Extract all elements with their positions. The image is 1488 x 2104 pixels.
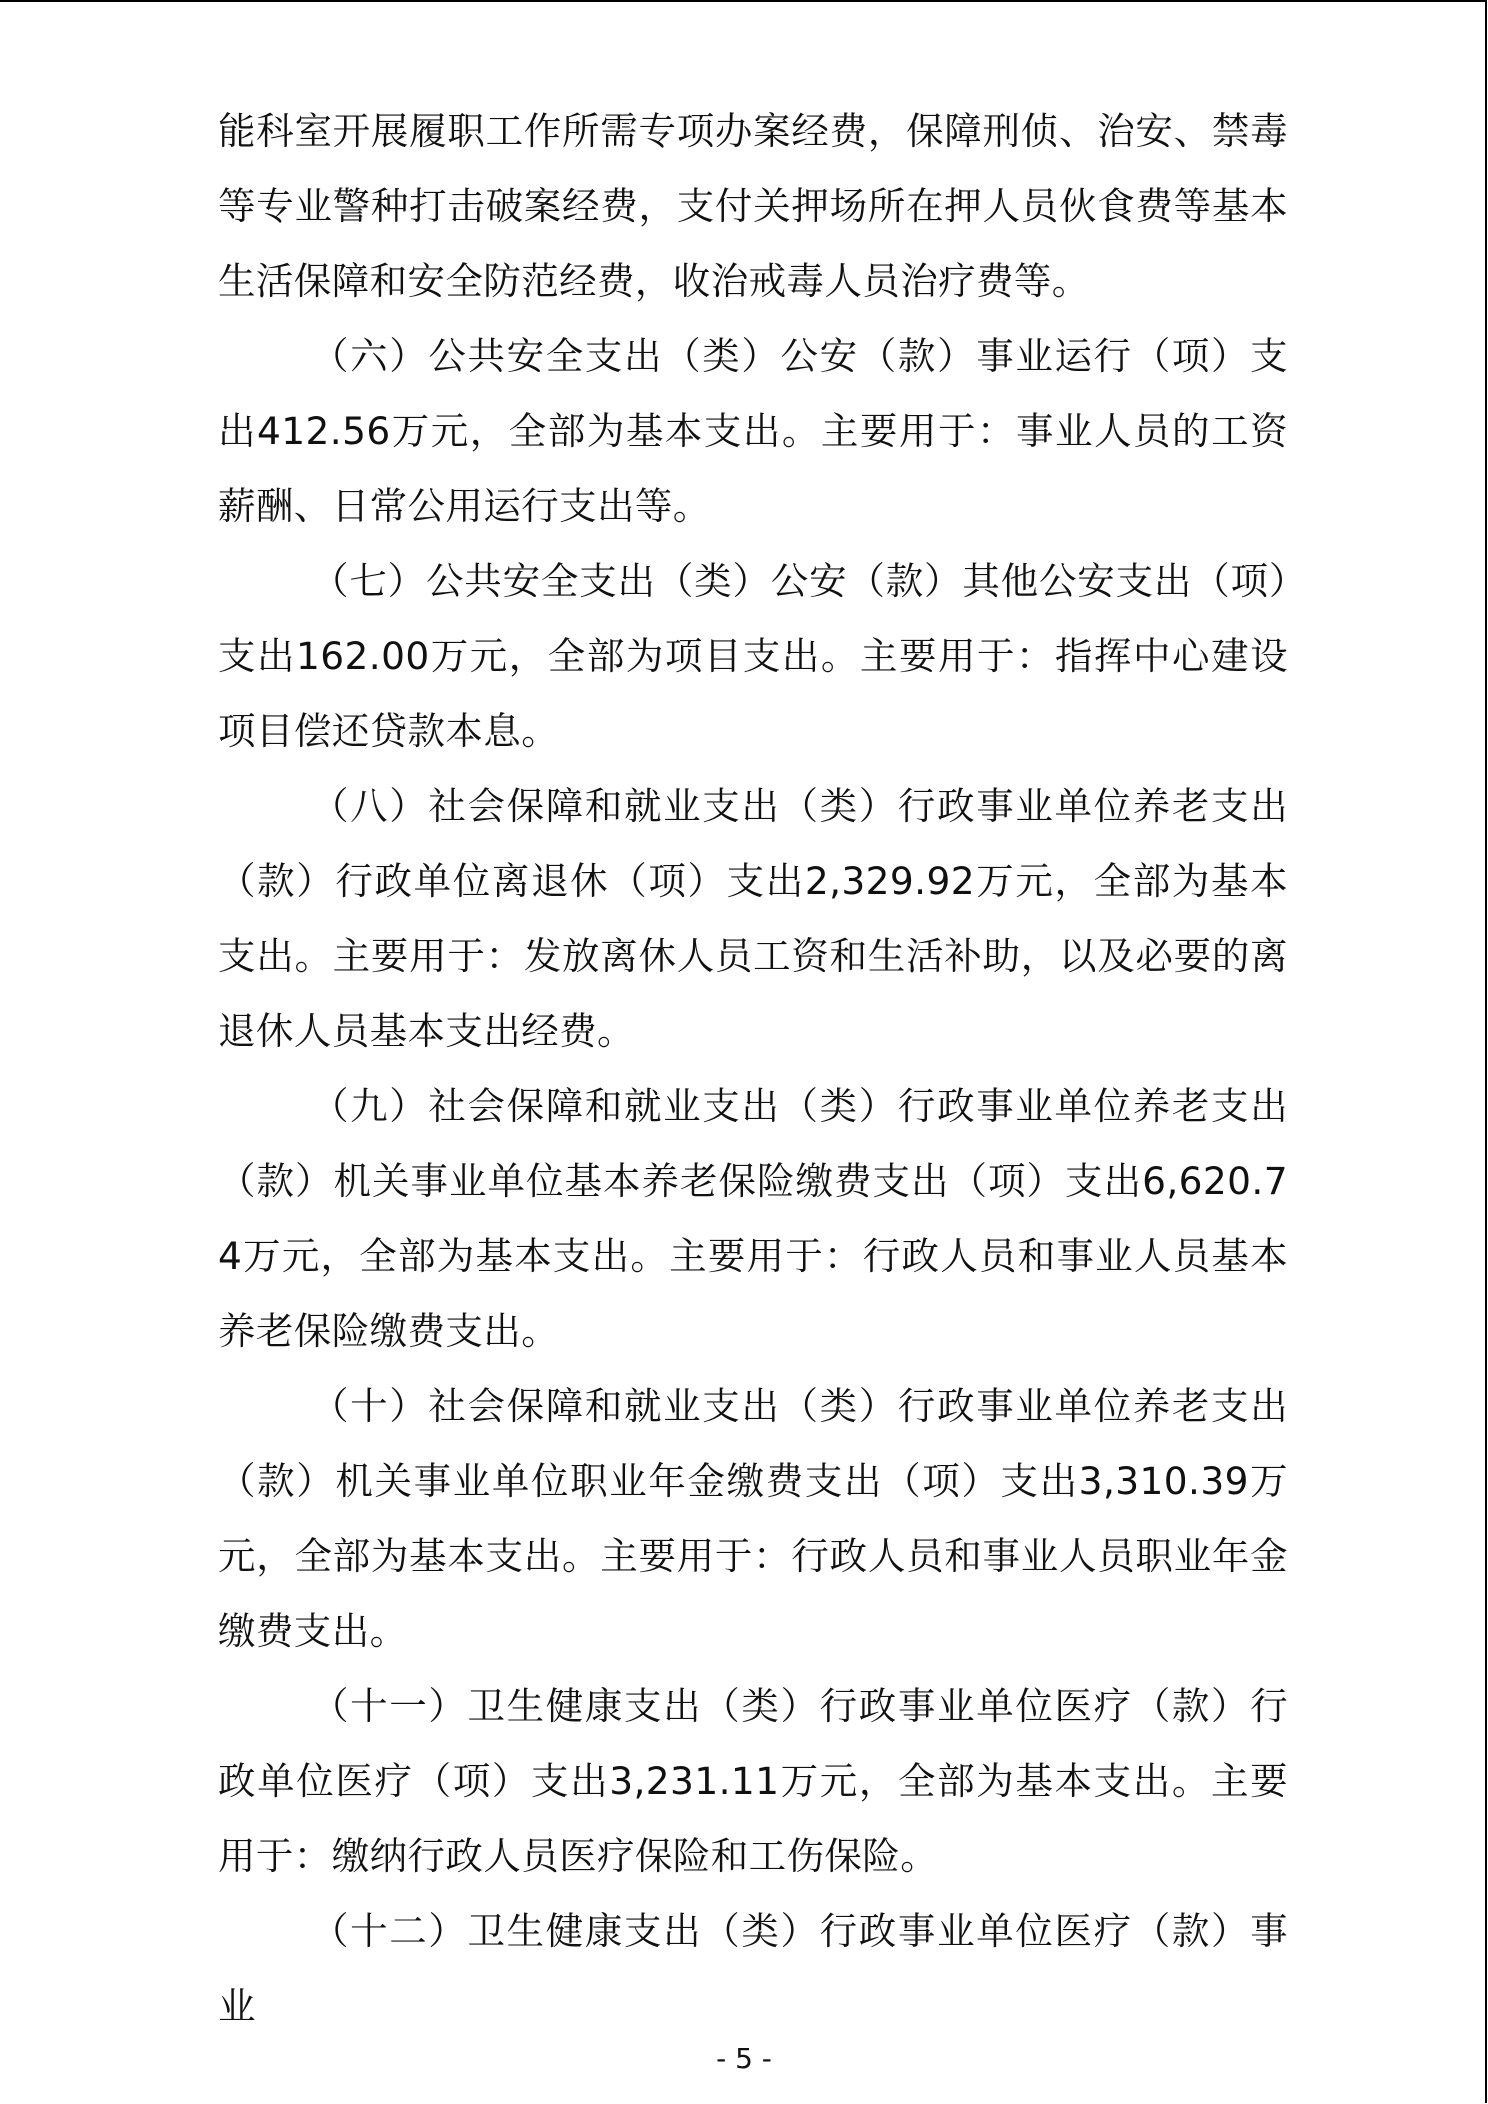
paragraph-item-6: （六）公共安全支出（类）公安（款）事业运行（项）支出412.56万元，全部为基本支出。主要用于：事业人员的工资薪酬、日常公用运行支出等。 [218,334,1288,528]
paragraph-item-7: （七）公共安全支出（类）公安（款）其他公安支出（项）支出162.00万元，全部为项目支出。主要用于：指挥中心建设项目偿还贷款本息。 [218,559,1288,753]
paragraph-item-9: （九）社会保障和就业支出（类）行政事业单位养老支出（款）机关事业单位基本养老保险缴费支出（项）支出6,620.74万元，全部为基本支出。主要用于：行政人员和事业人员基本养老保险缴费支出。 [218,1084,1288,1353]
document-body [218,94,1288,2044]
page-number: - 5 - [716,2042,772,2075]
paragraph-item-8: （八）社会保障和就业支出（类）行政事业单位养老支出（款）行政单位离退休（项）支出2,329.92万元，全部为基本支出。主要用于：发放离休人员工资和生活补助，以及必要的离退休人员基本支出经费。 [218,784,1288,1053]
paragraph-item-12: （十二）卫生健康支出（类）行政事业单位医疗（款）事业 [218,1909,1288,2028]
paragraph-item-11: （十一）卫生健康支出（类）行政事业单位医疗（款）行政单位医疗（项）支出3,231.11万元，全部为基本支出。主要用于：缴纳行政人员医疗保险和工伤保险。 [218,1684,1288,1878]
paragraph-continuation: 能科室开展履职工作所需专项办案经费，保障刑侦、治安、禁毒等专业警种打击破案经费，支付关押场所在押人员伙食费等基本生活保障和安全防范经费，收治戒毒人员治疗费等。 [218,109,1288,303]
paragraph-item-10: （十）社会保障和就业支出（类）行政事业单位养老支出（款）机关事业单位职业年金缴费支出（项）支出3,310.39万元，全部为基本支出。主要用于：行政人员和事业人员职业年金缴费支出。 [218,1384,1288,1653]
